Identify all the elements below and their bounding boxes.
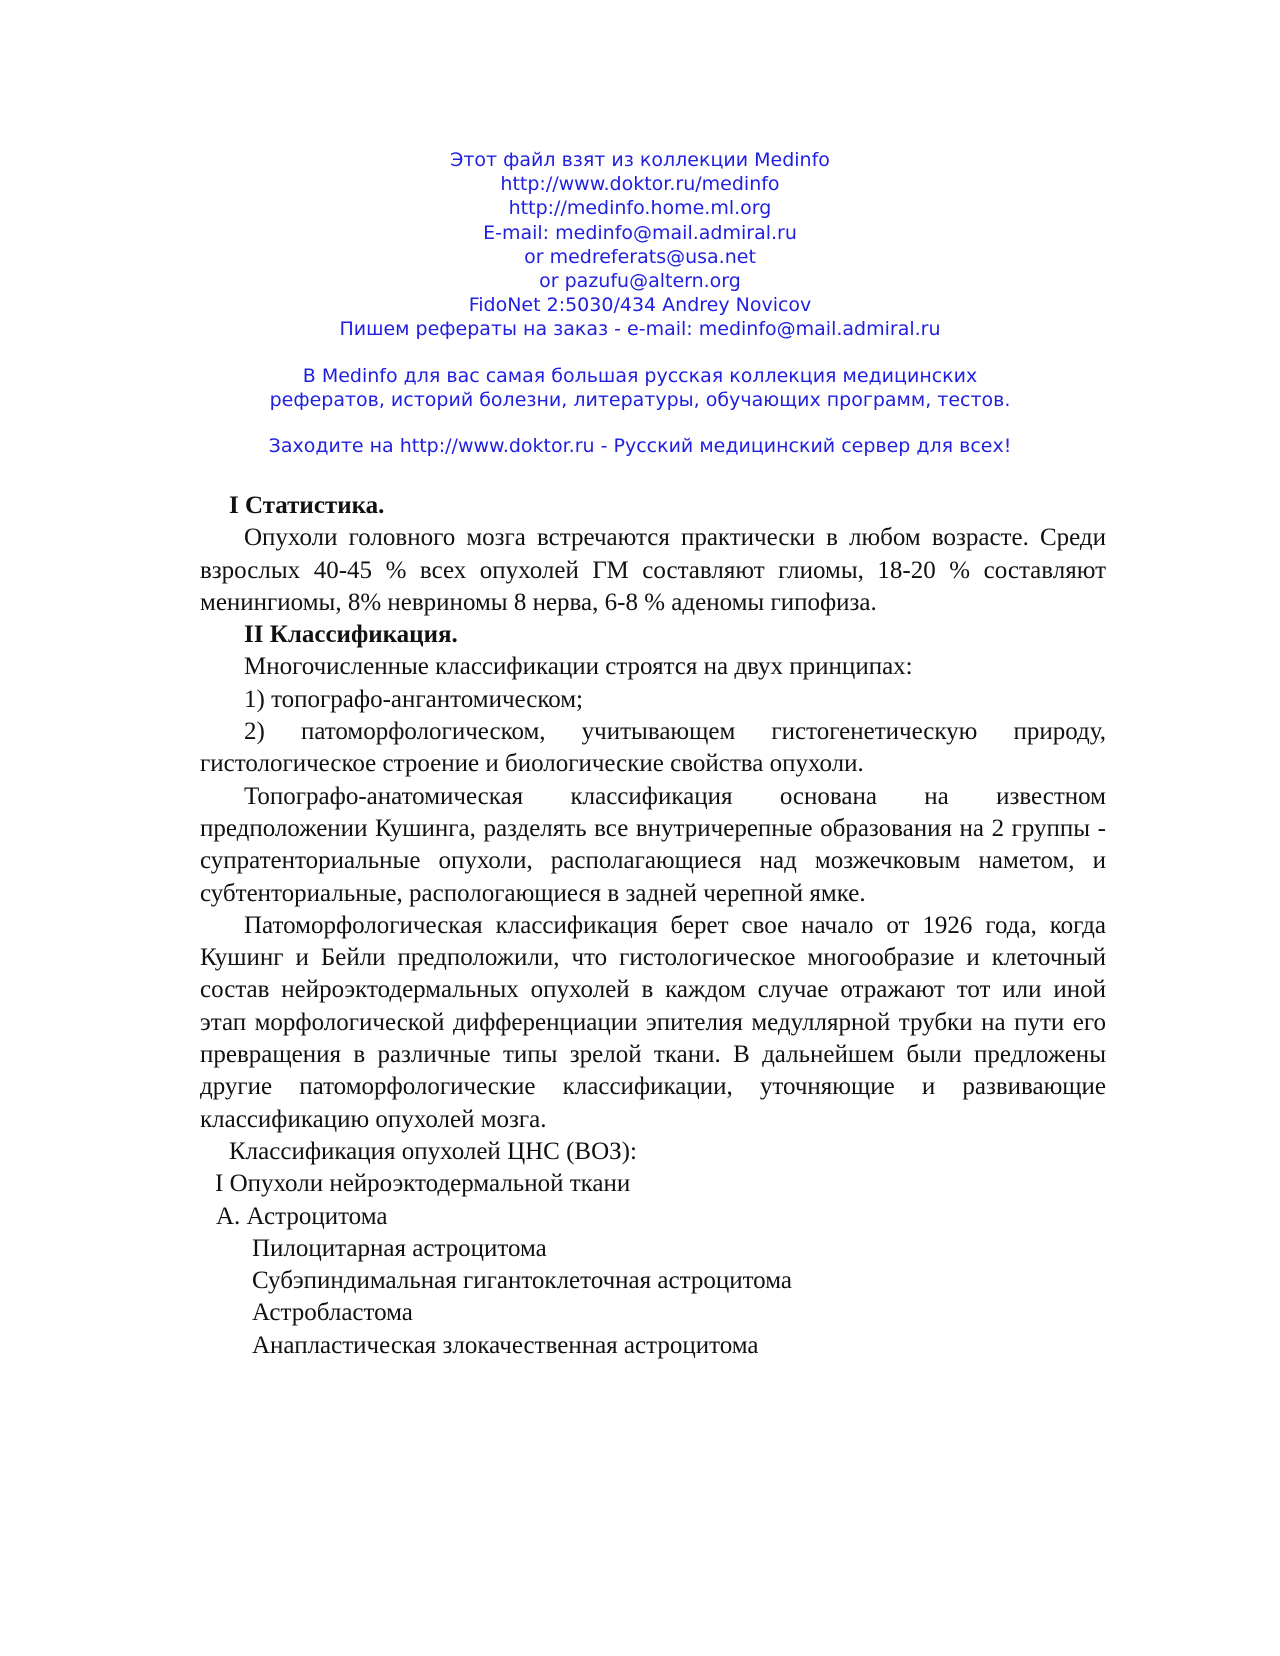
classification-group: I Опухоли нейроэктодермальной ткани [215,1170,631,1198]
paragraph-topographic: Топографо-анатомическая классификация основана на известном предположении Кушинга, разделять все внутричерепные образования на 2 группы - супратенториальные опухоли, располагающиеся над мозжечковым наметом, и субтенториальные, распологающиеся в задней черепной ямке. [200,782,1106,907]
principle-item: 2) патоморфологическом, учитывающем гистогенетическую природу, гистологическое строение и биологические свойства опухоли. [200,718,1106,778]
classification-item: Анапластическая злокачественная астроцитома [252,1331,759,1359]
header-promo-line: В Medinfo для вас самая большая русская коллекция медицинских [302,364,978,387]
collection-header [0,148,1280,458]
header-line: Этот файл взят из коллекции Medinfo [450,149,830,171]
classification-item: Субэпиндимальная гигантоклеточная астроцитома [252,1267,792,1295]
classification-item: Астробластома [252,1299,413,1327]
who-classification-title: Классификация опухолей ЦНС (ВОЗ): [229,1137,637,1165]
section-heading-statistics: I Статистика. [229,492,385,519]
classification-subgroup: А. Астроцитома [216,1202,388,1230]
document-body [200,490,1106,1362]
header-email[interactable]: or medreferats@usa.net [524,245,756,268]
classification-item: Пилоцитарная астроцитома [252,1234,547,1262]
header-email[interactable]: or pazufu@altern.org [539,270,741,293]
paragraph-pathomorphologic: Патоморфологическая классификация берет свое начало от 1926 года, когда Кушинг и Бейли предположили, что гистологическое многообразие и клеточный состав нейроэктодермальных опухолей в каждом случае отражают тот или иной этап морфологической дифференциации эпителия медуллярной трубки на пути его превращения в различные типы зрелой ткани. В дальнейшем были предложены другие патоморфологические классификации, уточняющие и развивающие классификацию опухолей мозга. [200,911,1106,1133]
paragraph-principles: Многочисленные классификации строятся на двух принципах: [244,653,913,681]
principle-item: 1) топографо-ангантомическом; [244,685,584,713]
header-link[interactable]: http://medinfo.home.ml.org [508,197,772,220]
header-promo-line: рефератов, историй болезни, литературы, обучающих программ, тестов. [269,388,1011,411]
header-order-line: Пишем рефераты на заказ - e-mail: medinfo@mail.admiral.ru [339,318,941,341]
header-email[interactable]: E-mail: medinfo@mail.admiral.ru [483,221,797,244]
header-visit-line: Заходите на http://www.doktor.ru - Русский медицинский сервер для всех! [268,435,1012,458]
section-heading-classification: II Классификация. [244,621,458,649]
paragraph-statistics: Опухоли головного мозга встречаются практически в любом возрасте. Среди взрослых 40-45 % всех опухолей ГМ составляют глиомы, 18-20 % составляют менингиомы, 8% невриномы 8 нерва, 6-8 % аденомы гипофиза. [200,524,1106,616]
header-fidonet: FidoNet 2:5030/434 Andrey Novicov [468,294,812,317]
header-link[interactable]: http://www.doktor.ru/medinfo [500,173,780,196]
